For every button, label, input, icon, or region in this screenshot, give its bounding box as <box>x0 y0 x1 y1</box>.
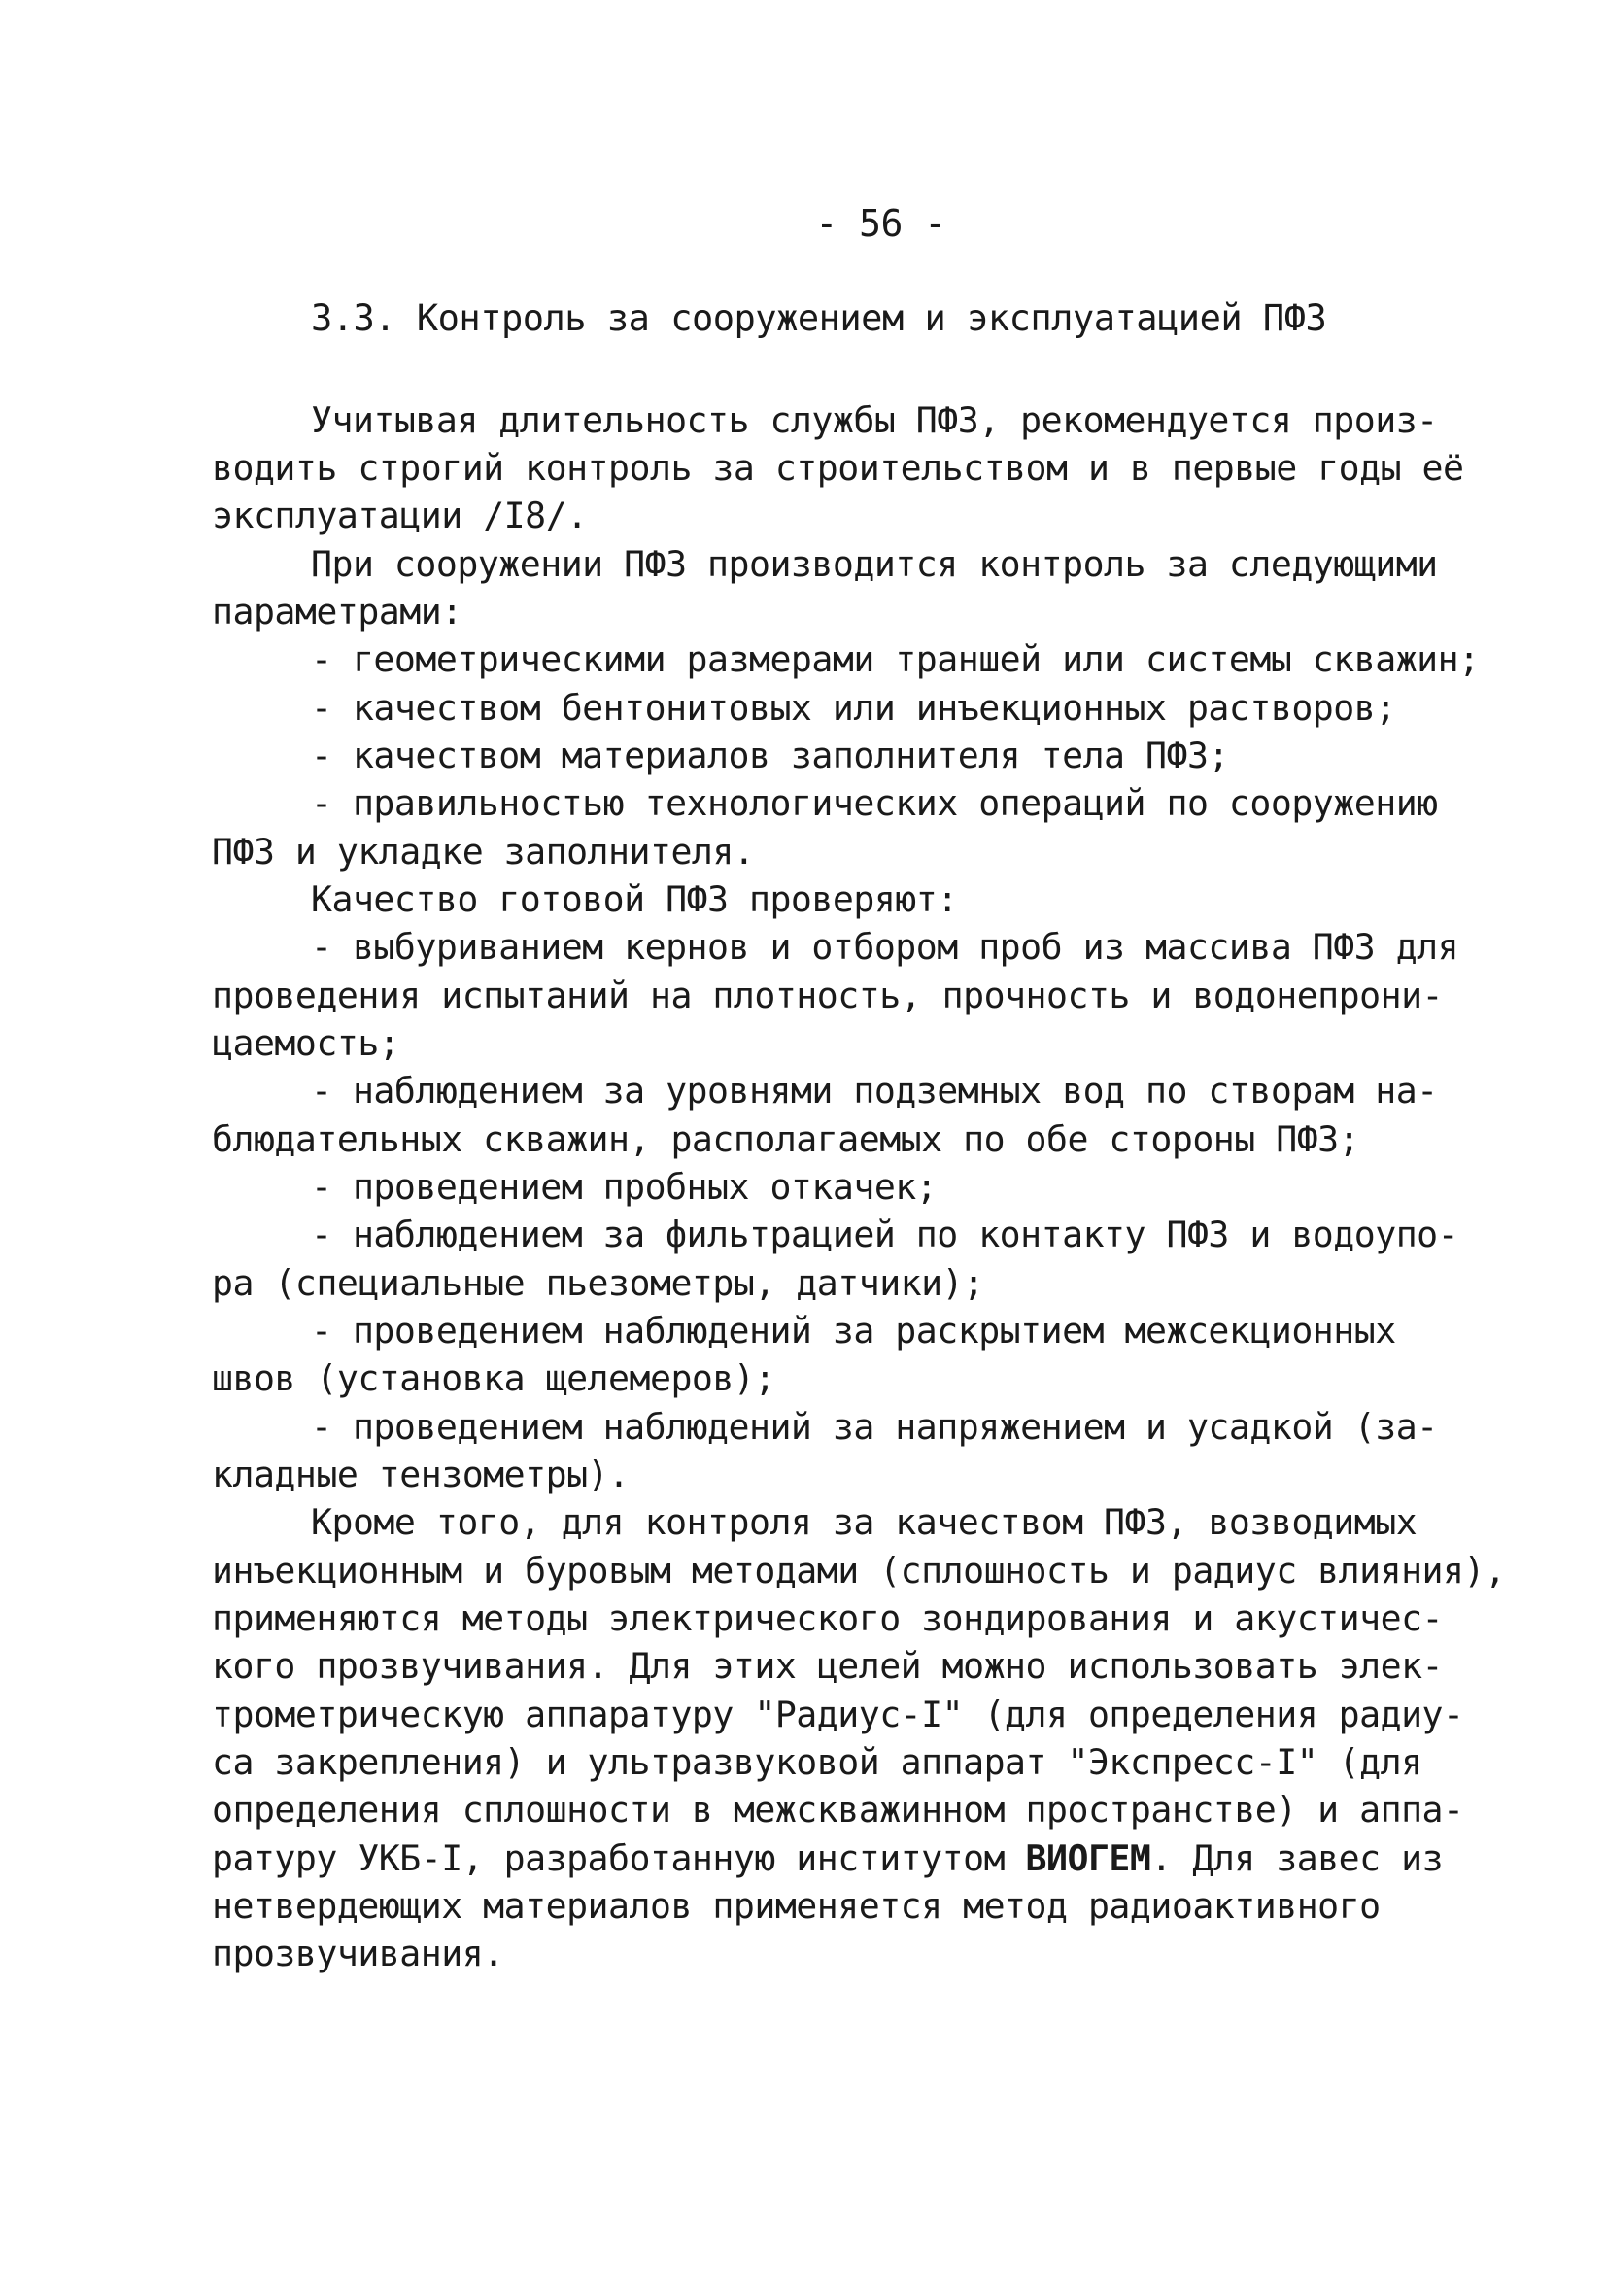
text-line: трометрическую аппаратуру "Радиус-I" (для определения радиу- <box>212 1694 1464 1735</box>
text-segment: . Для завес из <box>1150 1837 1444 1879</box>
list-item: - наблюдением за уровнями подземных вод по створам на- <box>311 1070 1438 1112</box>
text-line: параметрами: <box>212 591 462 633</box>
text-line: кого прозвучивания. Для этих целей можно использовать элек- <box>212 1645 1444 1687</box>
institute-name: ВИОГЕМ <box>1025 1837 1151 1879</box>
text-line: Качество готовой ПФЗ проверяют: <box>311 878 958 920</box>
list-item: - качеством бентонитовых или инъекционных растворов; <box>311 687 1396 729</box>
text-line: водить строгий контроль за строительством и в первые годы её <box>212 447 1464 489</box>
list-item: - наблюдением за фильтрацией по контакту ПФЗ и водоупо- <box>311 1214 1459 1255</box>
text-line: блюдательных скважин, располагаемых по обе стороны ПФЗ; <box>212 1118 1360 1160</box>
text-line: Кроме того, для контроля за качеством ПФЗ, возводимых <box>311 1501 1418 1543</box>
list-item: - качеством материалов заполнителя тела ПФЗ; <box>311 735 1229 776</box>
text-line: прозвучивания. <box>212 1933 504 1974</box>
text-line: швов (установка щелемеров); <box>212 1357 775 1399</box>
text-line: цаемость; <box>212 1022 400 1064</box>
text-line: При сооружении ПФЗ производится контроль за следующими <box>311 543 1438 585</box>
text-line: применяются методы электрического зондирования и акустичес- <box>212 1597 1444 1639</box>
text-line: кладные тензометры). <box>212 1454 630 1495</box>
list-item: - проведением пробных откачек; <box>311 1166 938 1208</box>
page-number: - 56 - <box>815 202 946 245</box>
text-line <box>212 1834 1443 1882</box>
section-heading: 3.3. Контроль за сооружением и эксплуатацией ПФЗ <box>311 297 1327 339</box>
text-line: проведения испытаний на плотность, прочность и водонепрони- <box>212 975 1444 1016</box>
text-line: определения сплошности в межскважинном пространстве) и аппа- <box>212 1789 1464 1831</box>
list-item: - проведением наблюдений за раскрытием межсекционных <box>311 1310 1396 1352</box>
text-line: нетвердеющих материалов применяется метод радиоактивного <box>212 1885 1381 1927</box>
list-item: - правильностью технологических операций по сооружению <box>311 782 1438 824</box>
text-line: са закрепления) и ультразвуковой аппарат "Экспресс-I" (для <box>212 1741 1422 1783</box>
text-line: Учитывая длительность службы ПФЗ, рекомендуется произ- <box>311 399 1438 441</box>
list-item: - выбуриванием кернов и отбором проб из массива ПФЗ для <box>311 926 1459 968</box>
list-item: - геометрическими размерами траншей или системы скважин; <box>311 638 1480 680</box>
text-line: инъекционным и буровым методами (сплошность и радиус влияния), <box>212 1550 1506 1592</box>
text-line: ра (специальные пьезометры, датчики); <box>212 1262 984 1304</box>
text-segment: ратуру УКБ-I, разработанную институтом <box>212 1837 1026 1879</box>
text-line: эксплуатации /I8/. <box>212 495 588 536</box>
text-line: ПФЗ и укладке заполнителя. <box>212 831 755 873</box>
list-item: - проведением наблюдений за напряжением и усадкой (за- <box>311 1406 1438 1448</box>
